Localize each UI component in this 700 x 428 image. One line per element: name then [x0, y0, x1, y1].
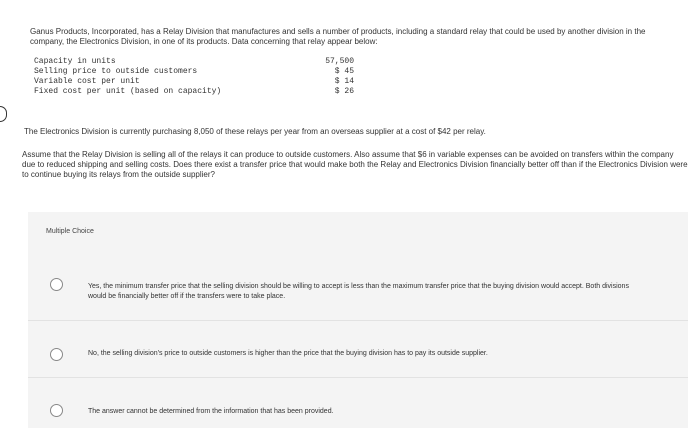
multiple-choice-panel [28, 212, 688, 428]
answer-option-3[interactable] [28, 378, 688, 428]
data-label: Capacity in units [34, 57, 116, 66]
data-value: $ 14 [334, 77, 354, 86]
multiple-choice-label: Multiple Choice [46, 228, 94, 235]
question-intro: Ganus Products, Incorporated, has a Relay Division that manufactures and sells a number of products, including a standard relay that could be used by another division in the company, the Electronics Division, in one of its products. Data concerning that relay appear below: [30, 27, 646, 46]
data-row-capacity [34, 57, 354, 67]
radio-button[interactable] [50, 278, 63, 291]
answer-option-2[interactable] [28, 321, 688, 377]
data-label: Variable cost per unit [34, 77, 140, 86]
answer-option-text[interactable]: Yes, the minimum transfer price that the selling division should be willing to accept is less than the maximum transfer price that the buying division would accept. Both divisions would be financially better off if the transfers were to take place. [88, 283, 629, 300]
answer-option-1[interactable] [28, 262, 688, 320]
answer-option-text[interactable]: No, the selling division's price to outside customers is higher than the price that the buying division has to pay its outside supplier. [88, 350, 488, 357]
question-paragraph-purchasing: The Electronics Division is currently purchasing 8,050 of these relays per year from an overseas supplier at a cost of $42 per relay. [24, 127, 486, 136]
radio-button[interactable] [50, 348, 63, 361]
data-value: $ 26 [334, 87, 354, 96]
page-edge-marker [0, 106, 7, 122]
data-value: 57,500 [325, 57, 354, 66]
data-row-selling-price [34, 67, 354, 77]
relay-data-table [34, 57, 354, 97]
data-row-fixed-cost [34, 87, 354, 97]
data-value: $ 45 [334, 67, 354, 76]
data-row-variable-cost [34, 77, 354, 87]
radio-button[interactable] [50, 404, 63, 417]
data-label: Selling price to outside customers [34, 67, 198, 76]
data-label: Fixed cost per unit (based on capacity) [34, 87, 222, 96]
question-prompt: Assume that the Relay Division is selling all of the relays it can produce to outside customers. Also assume that $6 in variable expenses can be avoided on transfers within the company due to reduced shipping and selling costs. Does there exist a transfer price that would make both the Relay and Electronics Division financially better off than if the Electronics Division were to continue buying its relays from the outside supplier? [22, 150, 688, 179]
answer-option-text[interactable]: The answer cannot be determined from the information that has been provided. [88, 408, 334, 415]
